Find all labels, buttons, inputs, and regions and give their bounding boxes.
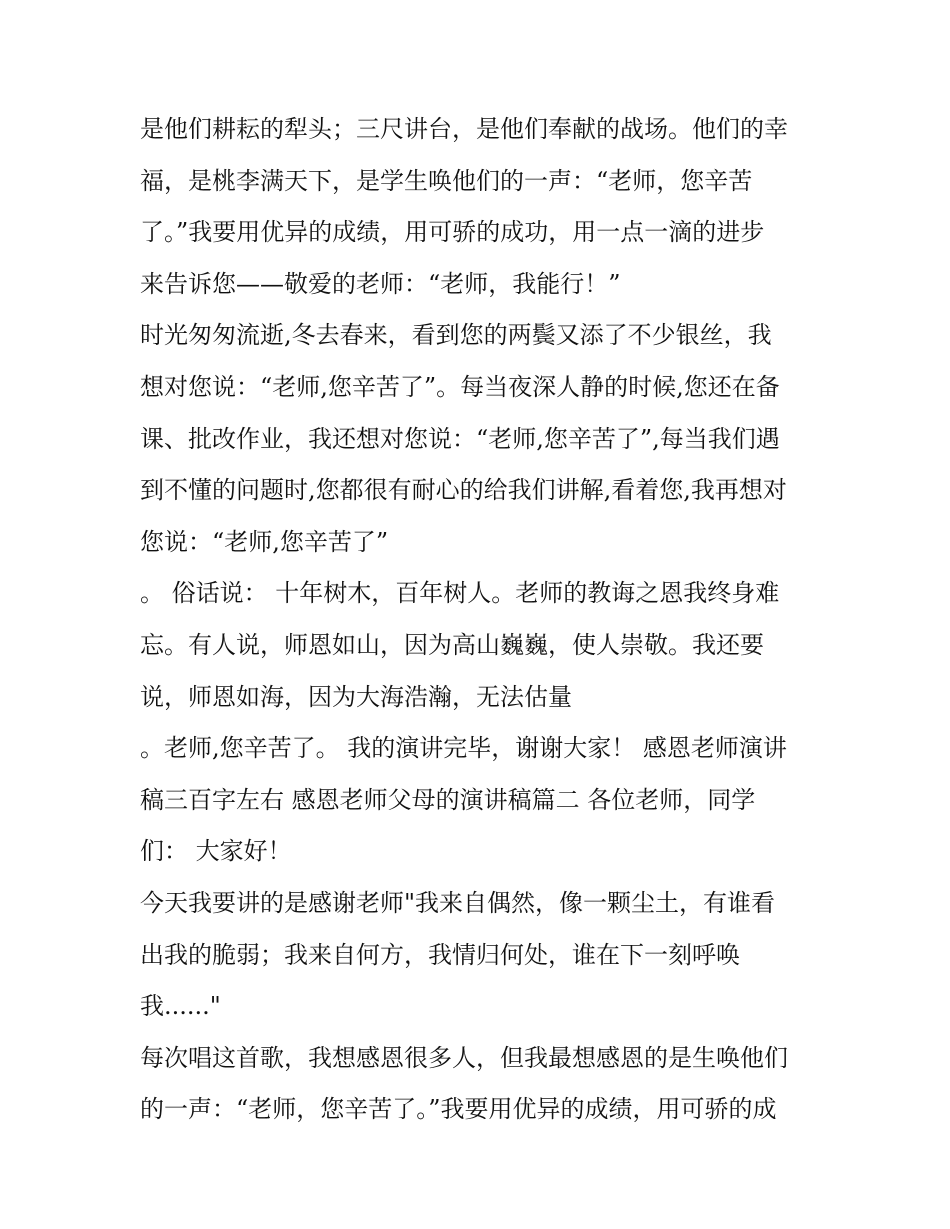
text-line: 来告诉您——敬爱的老师：“老师，我能行！” bbox=[140, 269, 621, 298]
text-line: 们： 大家好！ bbox=[140, 837, 292, 866]
text-line: 忘。有人说，师恩如山，因为高山巍巍，使人崇敬。我还要 bbox=[140, 630, 764, 659]
text-line: 了。”我要用优异的成绩，用可骄的成功，用一点一滴的进步 bbox=[140, 218, 765, 247]
text-line: 每次唱这首歌，我想感恩很多人，但我最想感恩的是生唤他们 bbox=[140, 1043, 788, 1072]
text-line: 我......" bbox=[140, 992, 221, 1021]
text-line: 。 俗话说： 十年树木，百年树人。老师的教诲之恩我终身难 bbox=[140, 579, 780, 608]
text-line: 福，是桃李满天下，是学生唤他们的一声：“老师，您辛苦 bbox=[140, 166, 753, 195]
text-line: 稿三百字左右 感恩老师父母的演讲稿篇二 各位老师，同学 bbox=[140, 785, 756, 814]
text-line: 今天我要讲的是感谢老师"我来自偶然，像一颗尘土，有谁看 bbox=[140, 888, 776, 917]
text-line: 是他们耕耘的犁头；三尺讲台，是他们奉献的战场。他们的幸 bbox=[140, 115, 788, 143]
text-line: 出我的脆弱；我来自何方，我情归何处，谁在下一刻呼唤 bbox=[140, 940, 740, 969]
text-line: 课、批改作业，我还想对您说：“老师,您辛苦了”,每当我们遇 bbox=[140, 424, 780, 453]
text-line: 。老师,您辛苦了。 我的演讲完毕，谢谢大家！ 感恩老师演讲 bbox=[140, 734, 787, 763]
text-line: 的一声：“老师，您辛苦了。”我要用优异的成绩，用可骄的成 bbox=[140, 1095, 777, 1124]
text-line: 想对您说：“老师,您辛苦了”。每当夜深人静的时候,您还在备 bbox=[140, 372, 780, 401]
speech-text bbox=[140, 104, 820, 1136]
text-line: 到不懂的问题时,您都很有耐心的给我们讲解,看着您,我再想对 bbox=[140, 476, 787, 505]
text-line: 时光匆匆流逝,冬去春来，看到您的两鬓又添了不少银丝，我 bbox=[140, 321, 772, 350]
text-line: 说，师恩如海，因为大海浩瀚，无法估量 bbox=[140, 682, 572, 711]
text-line: 您说：“老师,您辛苦了” bbox=[140, 527, 389, 556]
